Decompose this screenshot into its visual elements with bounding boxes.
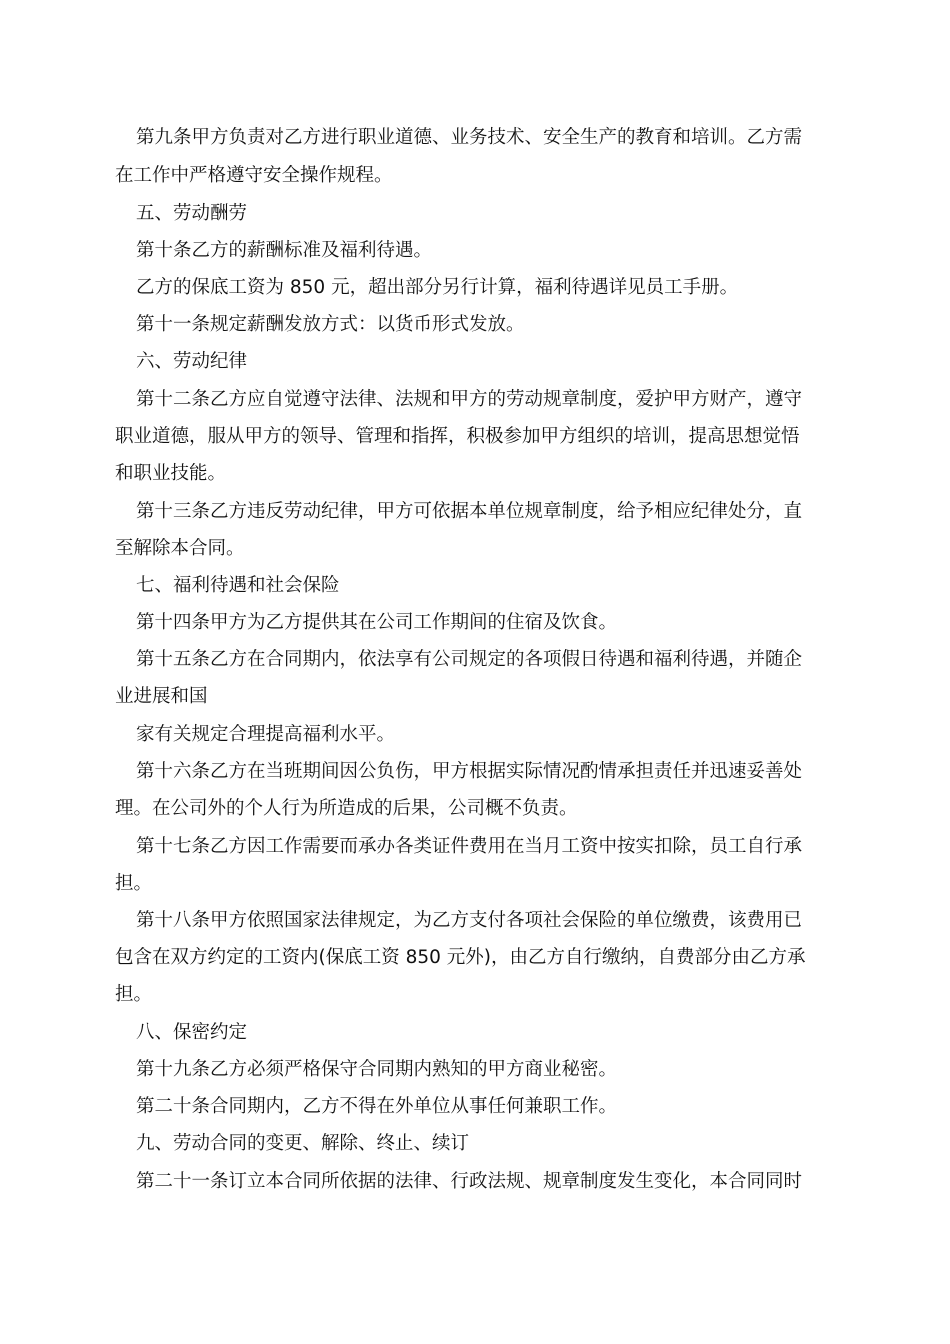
paragraph-article-12-line-3: 和职业技能。: [115, 463, 227, 484]
paragraph-article-12-line-1: 第十二条乙方应自觉遵守法律、法规和甲方的劳动规章制度，爱护甲方财产，遵守: [136, 389, 803, 410]
paragraph-article-10: 第十条乙方的薪酬标准及福利待遇。: [136, 240, 433, 261]
paragraph-article-11: 第十一条规定薪酬发放方式：以货币形式发放。: [136, 314, 525, 335]
paragraph-article-18-line-1: 第十八条甲方依照国家法律规定，为乙方支付各项社会保险的单位缴费，该费用已: [136, 910, 803, 931]
section-heading-7: 七、福利待遇和社会保险: [136, 575, 340, 596]
paragraph-article-17-line-1: 第十七条乙方因工作需要而承办各类证件费用在当月工资中按实扣除，员工自行承: [136, 836, 803, 857]
paragraph-article-21-line-1: 第二十一条订立本合同所依据的法律、行政法规、规章制度发生变化，本合同同时: [136, 1171, 803, 1192]
paragraph-article-16-line-2: 理。在公司外的个人行为所造成的后果，公司概不负责。: [115, 798, 578, 819]
paragraph-article-13-line-1: 第十三条乙方违反劳动纪律，甲方可依据本单位规章制度，给予相应纪律处分，直: [136, 501, 803, 522]
paragraph-article-18-line-3: 担。: [115, 984, 153, 1005]
paragraph-base-salary: 乙方的保底工资为 850 元，超出部分另行计算，福利待遇详见员工手册。: [136, 277, 739, 298]
paragraph-article-15-line-1: 第十五条乙方在合同期内，依法享有公司规定的各项假日待遇和福利待遇，并随企: [136, 649, 803, 670]
section-heading-5: 五、劳动酬劳: [136, 203, 248, 224]
paragraph-article-13-line-2: 至解除本合同。: [115, 538, 245, 559]
section-heading-6: 六、劳动纪律: [136, 351, 248, 372]
section-heading-9: 九、劳动合同的变更、解除、终止、续订: [136, 1133, 470, 1154]
paragraph-article-15-line-3: 家有关规定合理提高福利水平。: [136, 724, 396, 745]
paragraph-article-9-line-1: 第九条甲方负责对乙方进行职业道德、业务技术、安全生产的教育和培训。乙方需: [136, 127, 803, 148]
paragraph-article-20: 第二十条合同期内，乙方不得在外单位从事任何兼职工作。: [136, 1096, 618, 1117]
section-heading-8: 八、保密约定: [136, 1022, 248, 1043]
paragraph-article-18-line-2: 包含在双方约定的工资内(保底工资 850 元外)，由乙方自行缴纳，自费部分由乙方承: [115, 947, 806, 968]
paragraph-article-12-line-2: 职业道德，服从甲方的领导、管理和指挥，积极参加甲方组织的培训，提高思想觉悟: [115, 426, 800, 447]
paragraph-article-17-line-2: 担。: [115, 873, 153, 894]
paragraph-article-9-line-2: 在工作中严格遵守安全操作规程。: [115, 165, 393, 186]
paragraph-article-15-line-2: 业进展和国: [115, 686, 208, 707]
paragraph-article-14: 第十四条甲方为乙方提供其在公司工作期间的住宿及饮食。: [136, 612, 618, 633]
paragraph-article-16-line-1: 第十六条乙方在当班期间因公负伤，甲方根据实际情况酌情承担责任并迅速妥善处: [136, 761, 803, 782]
paragraph-article-19: 第十九条乙方必须严格保守合同期内熟知的甲方商业秘密。: [136, 1059, 618, 1080]
